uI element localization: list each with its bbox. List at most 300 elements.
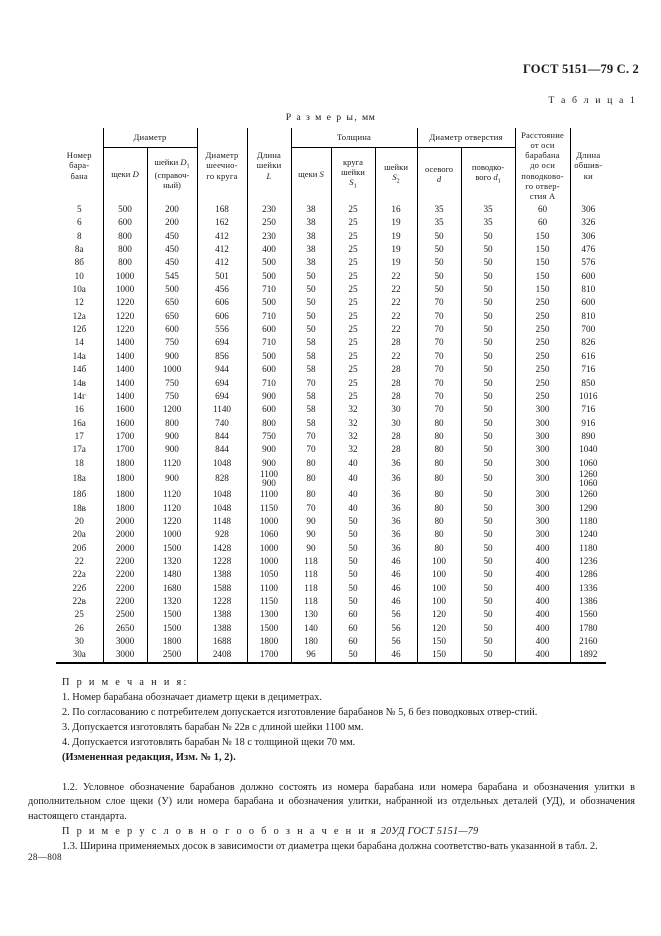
table-cell: 70 xyxy=(291,376,331,389)
table-row xyxy=(56,283,606,296)
table-cell: 2408 xyxy=(197,648,247,661)
table-cell: 50 xyxy=(417,270,461,283)
table-row xyxy=(56,635,606,648)
table-cell: 50 xyxy=(461,595,515,608)
table-cell: 168 xyxy=(197,203,247,216)
table-cell: 38 xyxy=(291,243,331,256)
table-cell: 900 xyxy=(247,443,291,456)
table-cell: 250 xyxy=(515,323,570,336)
table-cell: 35 xyxy=(417,203,461,216)
table-cell: 600 xyxy=(147,323,197,336)
col-group-hole-diameter: Диаметр отверстия xyxy=(417,128,515,147)
table-cell: 80 xyxy=(417,443,461,456)
table-cell: 36 xyxy=(375,515,417,528)
table-cell: 710 xyxy=(247,310,291,323)
table-row xyxy=(56,443,606,456)
table-cell: 800 xyxy=(103,230,147,243)
table-cell: 1388 xyxy=(197,608,247,621)
table-cell: 1600 xyxy=(103,403,147,416)
table-cell: 700 xyxy=(570,323,606,336)
row-drum-number: 22 xyxy=(74,556,84,567)
table-cell: 826 xyxy=(570,336,606,349)
table-cell: 828 xyxy=(197,470,247,488)
table-cell: 250 xyxy=(515,390,570,403)
table-cell: 70 xyxy=(291,430,331,443)
table-cell: 16 xyxy=(375,203,417,216)
row-drum-number: 5 xyxy=(76,204,82,215)
table-cell: 50 xyxy=(291,323,331,336)
table-cell: 50 xyxy=(461,582,515,595)
table-cell: 28 xyxy=(375,363,417,376)
table-cell: 50 xyxy=(461,635,515,648)
table-cell: 1220 xyxy=(103,323,147,336)
table-cell: 545 xyxy=(147,270,197,283)
table-cell: 28 xyxy=(375,376,417,389)
table-cell: 306 xyxy=(570,230,606,243)
row-drum-number: 30а xyxy=(72,649,86,660)
table-cell: 1400 xyxy=(103,390,147,403)
table-cell: 50 xyxy=(461,230,515,243)
table-cell: 710 xyxy=(247,336,291,349)
table-cell: 1800 xyxy=(247,635,291,648)
table-cell: 710 xyxy=(247,376,291,389)
table-cell: 1800 xyxy=(103,457,147,470)
row-drum-number: 8 xyxy=(76,230,82,241)
table-cell: 50 xyxy=(291,296,331,309)
table-cell: 1148 xyxy=(197,515,247,528)
col-head-neck-circle-thickness: круга шейки $S_1$ xyxy=(331,147,375,203)
table-cell: 500 xyxy=(247,270,291,283)
paragraph-spacer xyxy=(28,766,635,781)
table-cell: 2160 xyxy=(570,635,606,648)
table-cell: 1220 xyxy=(103,296,147,309)
table-cell: 890 xyxy=(570,430,606,443)
table-cell: 1000 xyxy=(103,270,147,283)
table-cell: 50 xyxy=(331,528,375,541)
table-cell: 80 xyxy=(417,542,461,555)
table-cell: 1688 xyxy=(197,635,247,648)
table-cell: 36 xyxy=(375,470,417,488)
table-cell: 1050 xyxy=(247,568,291,581)
row-drum-number: 14б xyxy=(72,364,87,375)
table-cell: 1290 xyxy=(570,502,606,515)
table-cell: 1500 xyxy=(147,542,197,555)
table-cell: 58 xyxy=(291,390,331,403)
table-cell: 50 xyxy=(461,350,515,363)
table-cell: 50 xyxy=(331,648,375,661)
table-cell: 1120 xyxy=(147,457,197,470)
table-row xyxy=(56,363,606,376)
table-cell: 25 xyxy=(331,323,375,336)
dimensions-table xyxy=(56,128,606,662)
table-cell: 150 xyxy=(515,230,570,243)
col-head-neck-diameter: шейки $D_1$ (справоч- ный) xyxy=(147,147,197,203)
table-cell: 1500 xyxy=(147,622,197,635)
table-row xyxy=(56,528,606,541)
table-cell: 1320 xyxy=(147,595,197,608)
table-row xyxy=(56,622,606,635)
table-cell: 36 xyxy=(375,502,417,515)
table-cell: 2200 xyxy=(103,582,147,595)
table-cell: 22 xyxy=(375,323,417,336)
row-drum-number: 17а xyxy=(72,444,86,455)
table-cell: 1100 xyxy=(247,488,291,501)
table-cell: 1386 xyxy=(570,595,606,608)
table-cell: 900 xyxy=(247,457,291,470)
table-cell: 150 xyxy=(515,256,570,269)
table-cell: 50 xyxy=(331,595,375,608)
row-drum-number: 22в xyxy=(72,596,87,607)
table-cell: 650 xyxy=(147,296,197,309)
table-cell: 1240 xyxy=(570,528,606,541)
table-cell: 60 xyxy=(515,203,570,216)
table-cell: 150 xyxy=(417,635,461,648)
table-row xyxy=(56,542,606,555)
note-item-3: 3. Допускается изготовлять барабан № 22в с длиной шейки 1100 мм. xyxy=(62,721,364,733)
row-drum-number: 14а xyxy=(72,350,86,361)
table-cell: 500 xyxy=(147,283,197,296)
table-cell: 22 xyxy=(375,296,417,309)
table-cell: 56 xyxy=(375,622,417,635)
table-cell: 50 xyxy=(461,528,515,541)
example-designation: 20УД ГОСТ 5151—79 xyxy=(380,826,479,838)
table-cell: 1220 xyxy=(147,515,197,528)
table-cell: 750 xyxy=(147,376,197,389)
table-head-group-row xyxy=(56,128,606,147)
table-cell: 50 xyxy=(331,555,375,568)
table-cell: 50 xyxy=(461,608,515,621)
table-cell: 38 xyxy=(291,216,331,229)
table-cell: 50 xyxy=(461,363,515,376)
col-head-axial-hole: осевого d xyxy=(417,147,461,203)
table-cell: 1180 xyxy=(570,515,606,528)
table-cell: 70 xyxy=(417,336,461,349)
table-cell: 740 xyxy=(197,416,247,429)
table-row xyxy=(56,336,606,349)
table-cell: 200 xyxy=(147,203,197,216)
table-cell: 844 xyxy=(197,430,247,443)
table-cell: 1560 xyxy=(570,608,606,621)
clause-example xyxy=(28,825,635,840)
table-cell: 50 xyxy=(461,403,515,416)
table-cell: 1016 xyxy=(570,390,606,403)
table-cell: 80 xyxy=(417,528,461,541)
table-cell: 58 xyxy=(291,363,331,376)
table-cell: 1100 900 xyxy=(247,470,291,488)
table-cell: 25 xyxy=(331,363,375,376)
table-cell: 58 xyxy=(291,350,331,363)
table-cell: 1500 xyxy=(247,622,291,635)
row-drum-number: 10 xyxy=(74,270,84,281)
table-cell: 36 xyxy=(375,528,417,541)
table-cell: 150 xyxy=(417,648,461,661)
row-drum-number: 17 xyxy=(74,430,84,441)
table-row xyxy=(56,582,606,595)
table-cell: 50 xyxy=(461,457,515,470)
col-group-diameter: Диаметр xyxy=(103,128,197,147)
table-cell: 50 xyxy=(461,430,515,443)
table-cell: 250 xyxy=(515,336,570,349)
table-cell: 50 xyxy=(461,555,515,568)
table-row xyxy=(56,608,606,621)
table-cell: 300 xyxy=(515,430,570,443)
table-row xyxy=(56,595,606,608)
table-cell: 50 xyxy=(331,515,375,528)
table-cell: 326 xyxy=(570,216,606,229)
example-label: П р и м е р у с л о в н о г о о б о з н а ч е н и я xyxy=(62,826,379,838)
table-cell: 70 xyxy=(417,310,461,323)
table-cell: 19 xyxy=(375,256,417,269)
table-cell: 118 xyxy=(291,568,331,581)
table-cell: 25 xyxy=(331,243,375,256)
col-group-thickness: Толщина xyxy=(291,128,417,147)
table-cell: 1892 xyxy=(570,648,606,661)
table-cell: 450 xyxy=(147,243,197,256)
table-cell: 400 xyxy=(515,622,570,635)
row-drum-number: 12а xyxy=(72,310,86,321)
table-cell: 400 xyxy=(515,635,570,648)
table-cell: 150 xyxy=(515,270,570,283)
table-cell: 900 xyxy=(147,350,197,363)
table-cell: 36 xyxy=(375,457,417,470)
table-cell: 90 xyxy=(291,528,331,541)
row-drum-number: 18а xyxy=(72,473,86,484)
table-title-unit: мм xyxy=(362,112,376,123)
row-drum-number: 14 xyxy=(74,337,84,348)
table-cell: 1120 xyxy=(147,488,197,501)
col-head-neck-length: Длина шейки L xyxy=(247,128,291,203)
table-row xyxy=(56,323,606,336)
row-drum-number: 22б xyxy=(72,582,87,593)
table-cell: 50 xyxy=(461,256,515,269)
table-cell: 50 xyxy=(461,622,515,635)
table-cell: 50 xyxy=(461,648,515,661)
col-head-axis-distance: Расстояние от оси барабана до оси поводково- го отвер- стия A xyxy=(515,128,570,203)
table-cell: 70 xyxy=(417,350,461,363)
table-cell: 1480 xyxy=(147,568,197,581)
table-cell: 50 xyxy=(461,390,515,403)
table-cell: 450 xyxy=(147,256,197,269)
table-cell: 150 xyxy=(515,283,570,296)
clause-1-3: 1.3. Ширина применяемых досок в зависимости от диаметра щеки барабана должна соответство-вать указанной в табл. 2. xyxy=(62,841,598,853)
table-cell: 80 xyxy=(417,416,461,429)
note-item-2: 2. По согласованию с потребителем допускается изготовление барабанов № 5, 6 без поводковых отвер-стий. xyxy=(62,706,538,718)
table-cell: 40 xyxy=(331,470,375,488)
table-cell: 1428 xyxy=(197,542,247,555)
table-row xyxy=(56,515,606,528)
col-head-driver-hole: поводко- вого $d_1$ xyxy=(461,147,515,203)
table-cell: 1140 xyxy=(197,403,247,416)
table-cell: 50 xyxy=(417,230,461,243)
table-cell: 100 xyxy=(417,568,461,581)
table-cell: 50 xyxy=(461,270,515,283)
table-cell: 46 xyxy=(375,555,417,568)
table-row xyxy=(56,310,606,323)
table-cell: 50 xyxy=(331,568,375,581)
table-cell: 2000 xyxy=(103,528,147,541)
table-cell: 1000 xyxy=(247,542,291,555)
table-cell: 28 xyxy=(375,430,417,443)
row-drum-number: 20б xyxy=(72,542,87,553)
row-drum-number: 16а xyxy=(72,417,86,428)
table-cell: 38 xyxy=(291,203,331,216)
notes-heading: П р и м е ч а н и я: xyxy=(62,677,189,688)
table-cell: 50 xyxy=(461,323,515,336)
table-cell: 694 xyxy=(197,390,247,403)
table-cell: 710 xyxy=(247,283,291,296)
table-cell: 25 xyxy=(331,270,375,283)
table-cell: 844 xyxy=(197,443,247,456)
table-cell: 1200 xyxy=(147,403,197,416)
row-drum-number: 14г xyxy=(72,390,86,401)
table-cell: 230 xyxy=(247,230,291,243)
table-cell: 476 xyxy=(570,243,606,256)
row-drum-number: 12 xyxy=(74,297,84,308)
table-cell: 1040 xyxy=(570,443,606,456)
table-cell: 60 xyxy=(331,622,375,635)
table-cell: 22 xyxy=(375,270,417,283)
table-cell: 120 xyxy=(417,608,461,621)
table-cell: 25 xyxy=(331,390,375,403)
table-cell: 1500 xyxy=(147,608,197,621)
table-cell: 500 xyxy=(247,350,291,363)
table-cell: 25 xyxy=(331,350,375,363)
row-drum-number: 12б xyxy=(72,324,87,335)
table-cell: 400 xyxy=(515,555,570,568)
table-cell: 60 xyxy=(331,635,375,648)
row-drum-number: 14в xyxy=(72,377,87,388)
table-cell: 600 xyxy=(570,270,606,283)
table-cell: 70 xyxy=(417,376,461,389)
table-cell: 162 xyxy=(197,216,247,229)
table-cell: 25 xyxy=(331,256,375,269)
table-cell: 40 xyxy=(331,457,375,470)
table-cell: 38 xyxy=(291,230,331,243)
table-cell: 36 xyxy=(375,542,417,555)
table-cell: 36 xyxy=(375,488,417,501)
table-cell: 100 xyxy=(417,555,461,568)
table-cell: 1700 xyxy=(103,430,147,443)
table-cell: 306 xyxy=(570,203,606,216)
table-cell: 25 xyxy=(331,216,375,229)
table-cell: 25 xyxy=(331,203,375,216)
table-cell: 716 xyxy=(570,403,606,416)
table-number-caption: Т а б л и ц а 1 xyxy=(548,95,637,106)
table-cell: 140 xyxy=(291,622,331,635)
table-cell: 1150 xyxy=(247,595,291,608)
table-cell: 810 xyxy=(570,310,606,323)
table-cell: 606 xyxy=(197,310,247,323)
table-cell: 400 xyxy=(515,608,570,621)
table-row xyxy=(56,256,606,269)
table-cell: 2650 xyxy=(103,622,147,635)
table-cell: 1150 xyxy=(247,502,291,515)
table-cell: 35 xyxy=(417,216,461,229)
table-cell: 70 xyxy=(417,323,461,336)
table-cell: 1388 xyxy=(197,568,247,581)
row-drum-number: 8а xyxy=(74,244,84,255)
table-cell: 600 xyxy=(103,216,147,229)
table-cell: 600 xyxy=(247,403,291,416)
table-cell: 96 xyxy=(291,648,331,661)
table-cell: 500 xyxy=(247,296,291,309)
row-drum-number: 18в xyxy=(72,502,87,513)
table-cell: 900 xyxy=(147,470,197,488)
table-cell: 1800 xyxy=(103,470,147,488)
table-cell: 35 xyxy=(461,216,515,229)
table-cell: 70 xyxy=(291,502,331,515)
table-cell: 180 xyxy=(291,635,331,648)
table-cell: 2200 xyxy=(103,568,147,581)
table-cell: 80 xyxy=(417,430,461,443)
table-cell: 50 xyxy=(461,416,515,429)
table-cell: 1700 xyxy=(247,648,291,661)
table-cell: 50 xyxy=(291,310,331,323)
table-cell: 250 xyxy=(515,376,570,389)
table-cell: 28 xyxy=(375,443,417,456)
table-cell: 300 xyxy=(515,457,570,470)
table-cell: 400 xyxy=(247,243,291,256)
table-cell: 19 xyxy=(375,243,417,256)
table-cell: 916 xyxy=(570,416,606,429)
table-cell: 50 xyxy=(331,582,375,595)
table-cell: 90 xyxy=(291,515,331,528)
table-body xyxy=(56,203,606,662)
table-cell: 1120 xyxy=(147,502,197,515)
running-head: ГОСТ 5151—79 С. 2 xyxy=(522,62,639,76)
table-cell: 1700 xyxy=(103,443,147,456)
table-cell: 600 xyxy=(247,323,291,336)
table-cell: 1228 xyxy=(197,555,247,568)
table-row xyxy=(56,230,606,243)
table-cell: 2500 xyxy=(103,608,147,621)
table-row xyxy=(56,502,606,515)
table-row xyxy=(56,568,606,581)
table-cell: 450 xyxy=(147,230,197,243)
table-cell: 250 xyxy=(247,216,291,229)
table-cell: 1100 xyxy=(247,582,291,595)
row-drum-number: 20 xyxy=(74,516,84,527)
table-cell: 1000 xyxy=(147,363,197,376)
table-cell: 300 xyxy=(515,470,570,488)
table-cell: 1048 xyxy=(197,488,247,501)
table-cell: 556 xyxy=(197,323,247,336)
table-cell: 650 xyxy=(147,310,197,323)
table-cell: 80 xyxy=(417,470,461,488)
table-cell: 2500 xyxy=(147,648,197,661)
table-cell: 250 xyxy=(515,350,570,363)
table-cell: 300 xyxy=(515,416,570,429)
table-cell: 25 xyxy=(331,296,375,309)
table-cell: 118 xyxy=(291,582,331,595)
table-cell: 606 xyxy=(197,296,247,309)
table-cell: 46 xyxy=(375,582,417,595)
table-cell: 856 xyxy=(197,350,247,363)
table-cell: 32 xyxy=(331,430,375,443)
col-head-neck-thickness: шейки $S_2$ xyxy=(375,147,417,203)
dimensions-table-wrapper xyxy=(56,128,606,664)
row-drum-number: 22а xyxy=(72,569,86,580)
table-cell: 900 xyxy=(147,430,197,443)
table-cell: 1400 xyxy=(103,350,147,363)
table-cell: 694 xyxy=(197,376,247,389)
table-cell: 810 xyxy=(570,283,606,296)
table-cell: 50 xyxy=(461,542,515,555)
table-cell: 300 xyxy=(515,443,570,456)
table-cell: 1048 xyxy=(197,457,247,470)
table-cell: 46 xyxy=(375,648,417,661)
table-cell: 500 xyxy=(103,203,147,216)
